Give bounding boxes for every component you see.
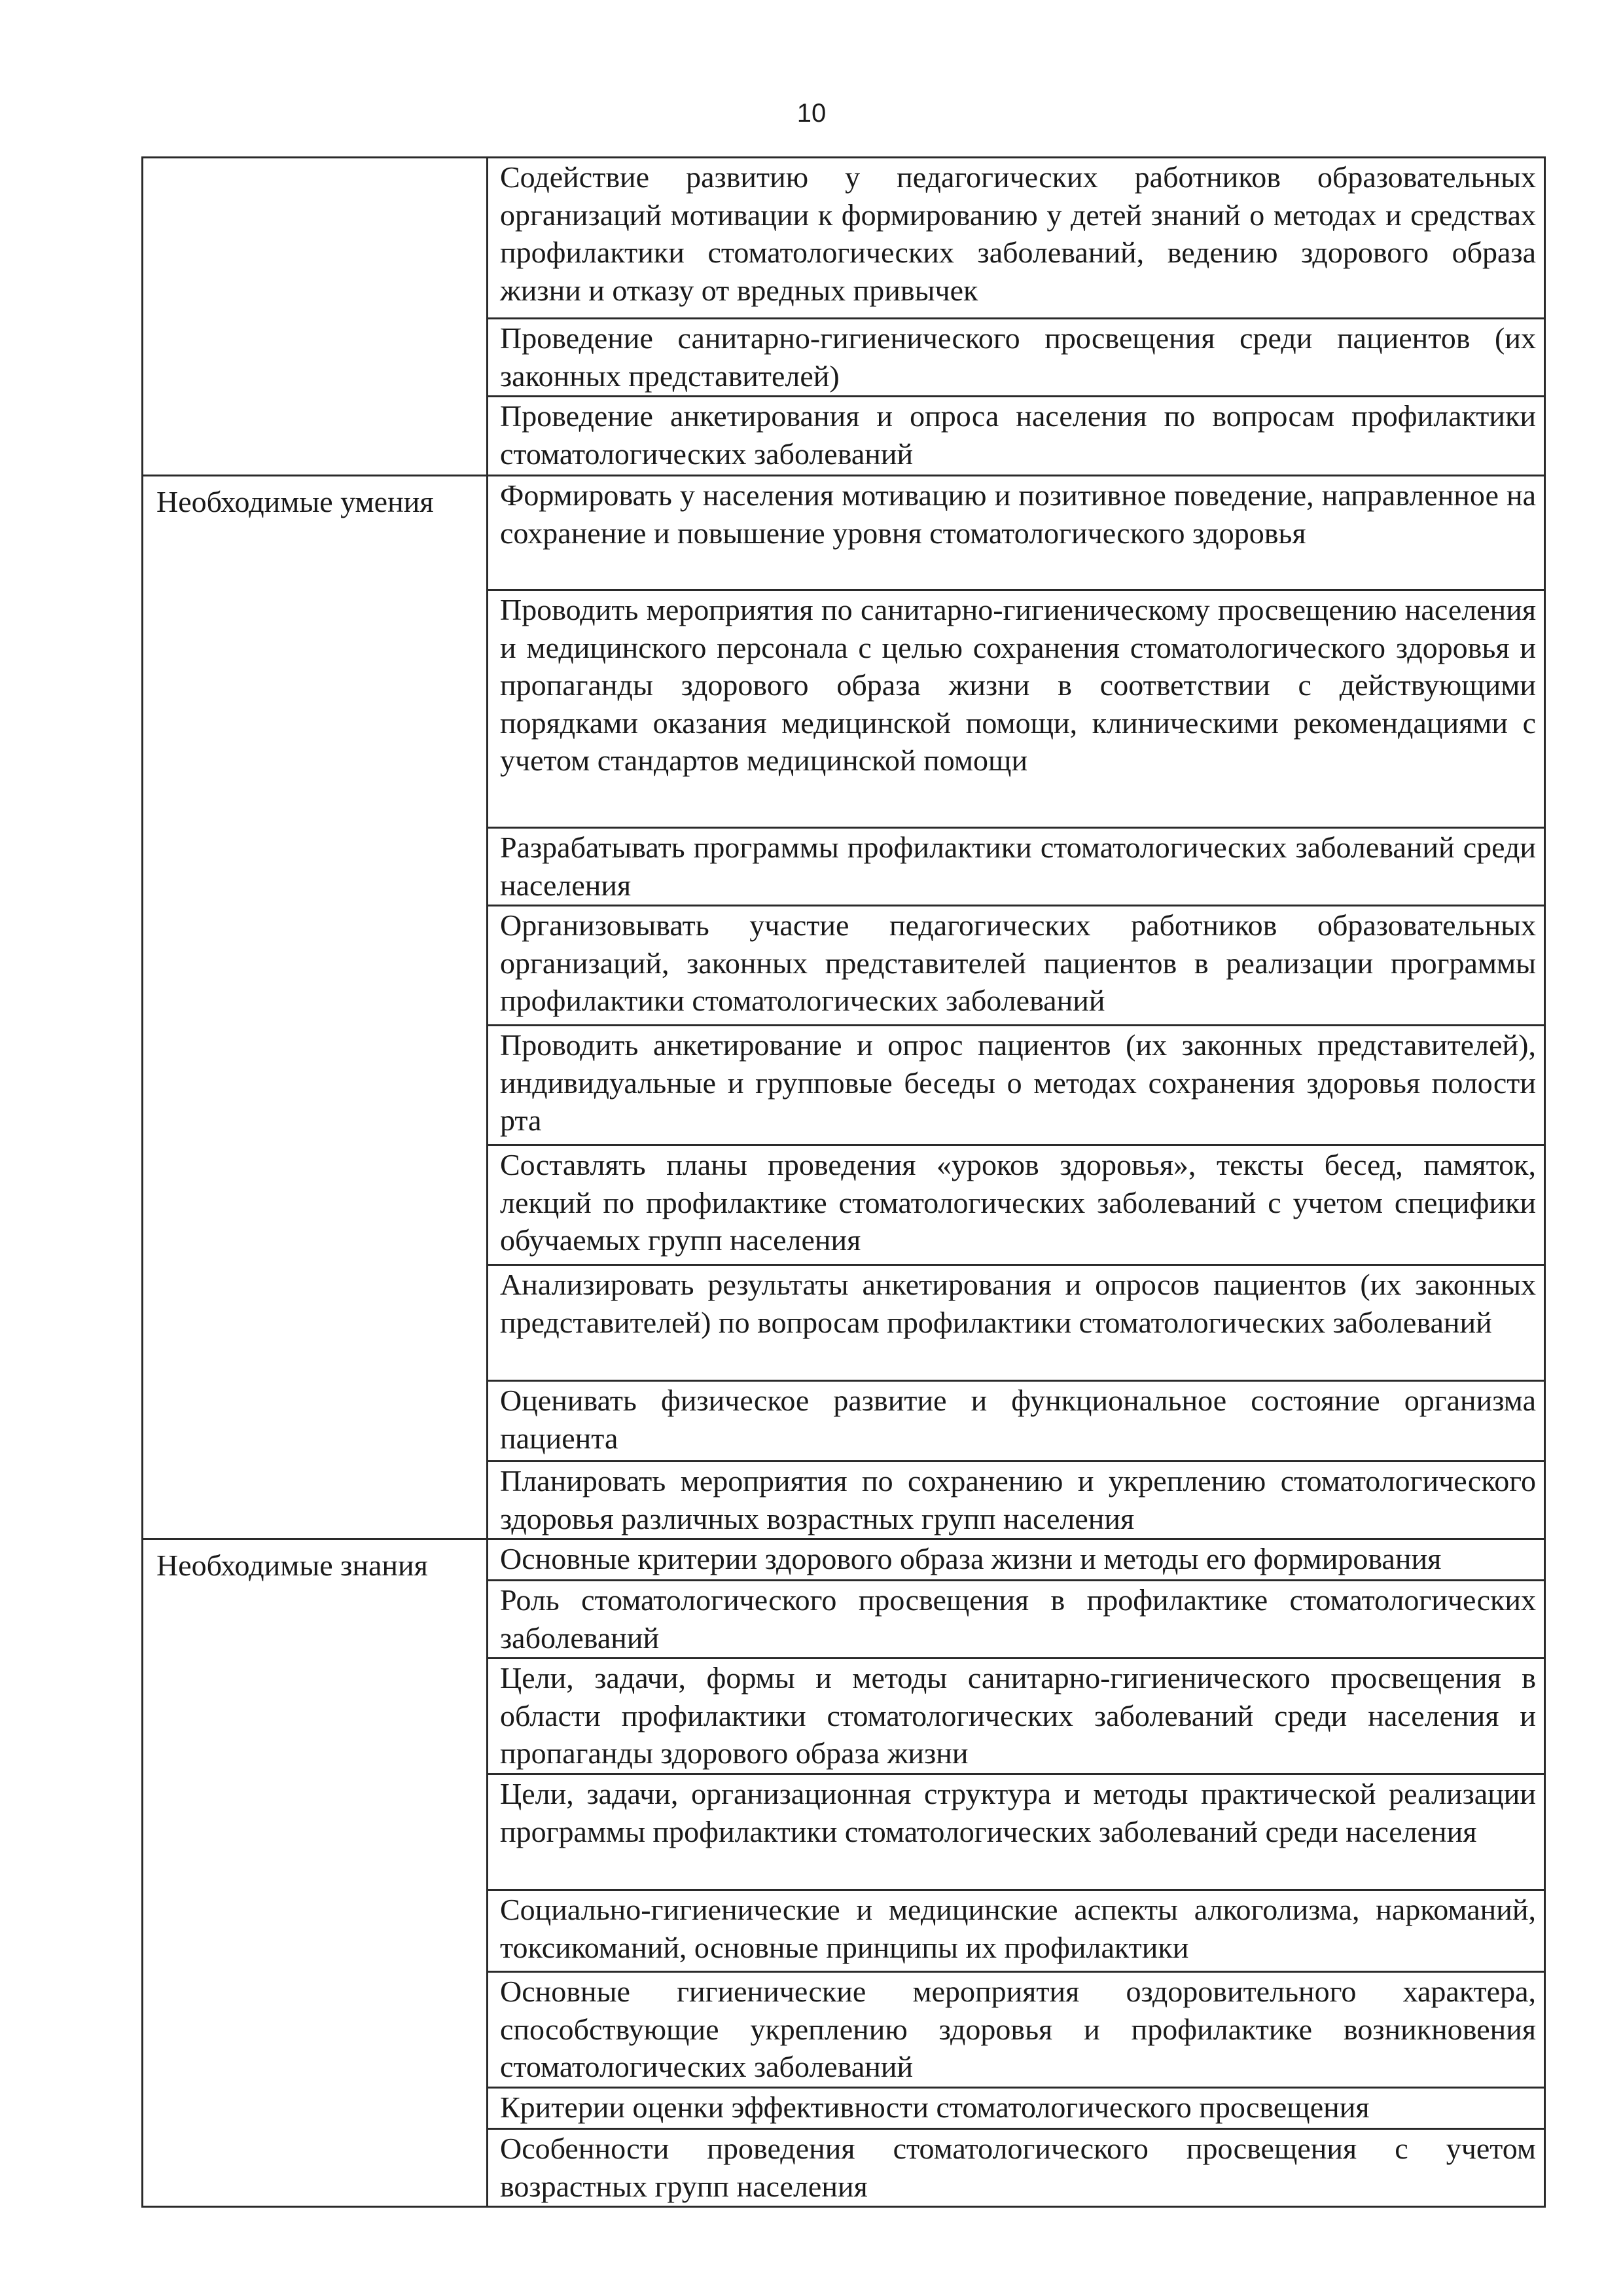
section-label: Необходимые знания xyxy=(143,1539,488,2207)
table-row xyxy=(143,158,1545,319)
table-cell: Содействие развитию у педагогических работников образовательных организаций мотивации к формированию у детей знаний о методах и средствах профилактики стоматологических заболеваний, ведению здорового образа жизни и отказу от вредных привычек xyxy=(488,158,1545,319)
section-label xyxy=(143,158,488,476)
table-row xyxy=(143,476,1545,590)
table-cell: Основные гигиенические мероприятия оздоровительного характера, способствующие укреплению здоровья и профилактике возникновения стоматологических заболеваний xyxy=(488,1972,1545,2088)
table-cell: Разрабатывать программы профилактики стоматологических заболеваний среди населения xyxy=(488,828,1545,906)
table-cell: Анализировать результаты анкетирования и опросов пациентов (их законных представителей) по вопросам профилактики стоматологических заболеваний xyxy=(488,1265,1545,1381)
table-cell: Формировать у населения мотивацию и позитивное поведение, направленное на сохранение и повышение уровня стоматологического здоровья xyxy=(488,476,1545,590)
table-cell: Цели, задачи, формы и методы санитарно-гигиенического просвещения в области профилактики стоматологических заболеваний среди населения и пропаганды здорового образа жизни xyxy=(488,1659,1545,1774)
table-cell: Критерии оценки эффективности стоматологического просвещения xyxy=(488,2088,1545,2129)
table-cell: Организовывать участие педагогических работников образовательных организаций, законных представителей пациентов в реализации программы профилактики стоматологических заболеваний xyxy=(488,906,1545,1026)
table-cell: Составлять планы проведения «уроков здоровья», тексты бесед, памяток, лекций по профилактике стоматологических заболеваний с учетом специфики обучаемых групп населения xyxy=(488,1145,1545,1265)
table-cell: Роль стоматологического просвещения в профилактике стоматологических заболеваний xyxy=(488,1581,1545,1659)
table-cell: Основные критерии здорового образа жизни и методы его формирования xyxy=(488,1539,1545,1581)
table-cell: Цели, задачи, организационная структура и методы практической реализации программы профилактики стоматологических заболеваний среди населения xyxy=(488,1774,1545,1890)
table-cell: Особенности проведения стоматологического просвещения с учетом возрастных групп населения xyxy=(488,2129,1545,2207)
table-cell: Проводить анкетирование и опрос пациентов (их законных представителей), индивидуальные и групповые беседы о методах сохранения здоровья полости рта xyxy=(488,1026,1545,1145)
table-row xyxy=(143,1539,1545,1581)
table-cell: Планировать мероприятия по сохранению и укреплению стоматологического здоровья различных возрастных групп населения xyxy=(488,1462,1545,1539)
table-cell: Социально-гигиенические и медицинские аспекты алкоголизма, наркоманий, токсикоманий, основные принципы их профилактики xyxy=(488,1890,1545,1972)
requirements-table xyxy=(141,156,1546,2208)
page-number: 10 xyxy=(796,99,827,128)
table-cell: Оценивать физическое развитие и функциональное состояние организма пациента xyxy=(488,1381,1545,1462)
table-cell: Проведение анкетирования и опроса населения по вопросам профилактики стоматологических заболеваний xyxy=(488,397,1545,476)
table-cell: Проводить мероприятия по санитарно-гигиеническому просвещению населения и медицинского персонала с целью сохранения стоматологического здоровья и пропаганды здорового образа жизни в соответствии с действующими порядками оказания медицинской помощи, клиническими рекомендациями с учетом стандартов медицинской помощи xyxy=(488,590,1545,828)
table-cell: Проведение санитарно-гигиенического просвещения среди пациентов (их законных представителей) xyxy=(488,319,1545,397)
section-label: Необходимые умения xyxy=(143,476,488,1539)
